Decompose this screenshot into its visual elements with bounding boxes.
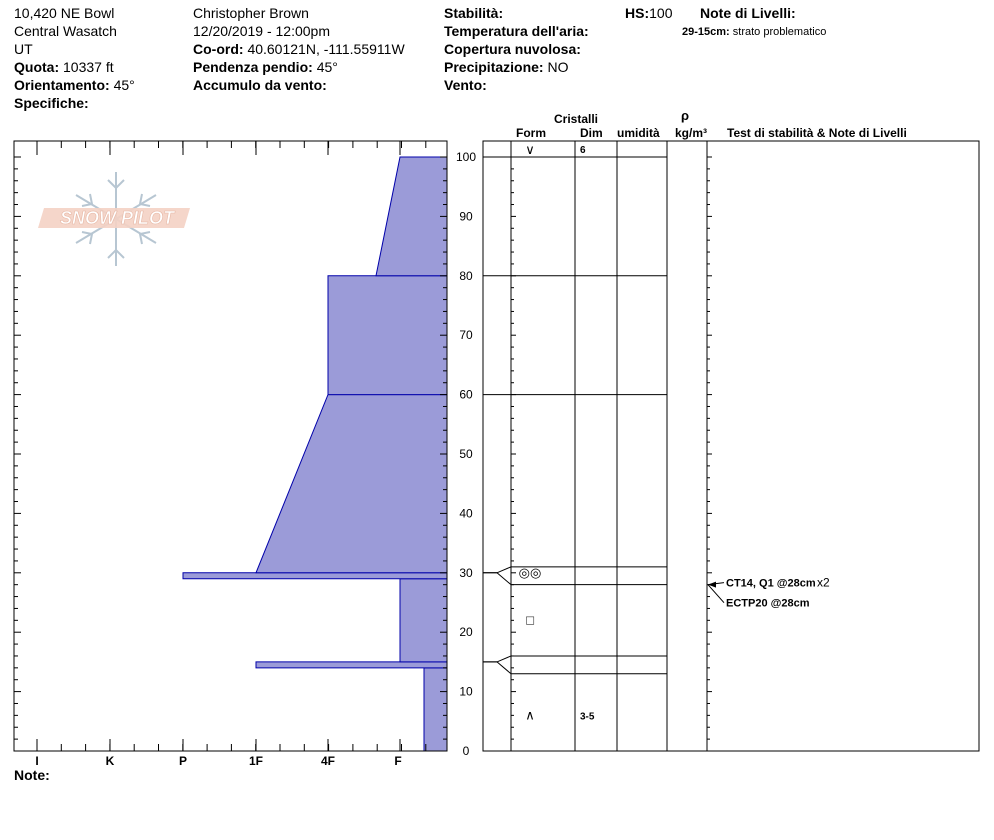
hardness-label-k: K [105,754,115,768]
y-tick-label: 40 [459,506,473,521]
elevation-label: Quota: [14,59,60,75]
mountain-range: Central Wasatch [14,23,117,39]
y-tick-label: 30 [459,565,473,580]
hardness-layer [376,157,447,276]
slope-label: Pendenza pendio: [193,59,313,75]
y-tick-label: 0 [462,744,470,758]
hardness-layer [256,395,447,573]
hardness-layer [424,668,447,751]
aspect-value: 45° [113,77,135,93]
boundary-connector [483,662,511,674]
y-tick-label: 100 [455,150,477,164]
y-tick-label: 80 [459,268,473,283]
hardness-layer [400,579,447,662]
crystal-size: 3-5 [580,711,595,723]
location: 10,420 NE Bowl [14,5,115,21]
layer-notes-label: Note di Livelli: [700,5,796,21]
notes-label: Note: [14,767,50,783]
crystals-header: Cristalli [554,112,599,126]
tests-notes-header: Test di stabilità & Note di Livelli [727,126,907,140]
hardness-label-f: F [394,754,402,768]
state: UT [14,41,33,57]
hardness-plot [14,141,476,768]
observer: Christopher Brown [193,5,309,21]
slope-value: 45° [316,59,338,75]
wind-label: Vento: [444,77,487,93]
crystal-form: ∧ [525,707,535,723]
crystal-form: ◎◎ [518,564,542,580]
boundary-connector [483,656,511,662]
hs-value: 100 [649,5,673,21]
crystal-form: □ [526,612,534,628]
hardness-label-1f: 1F [248,754,264,768]
stability-tests-area [708,576,830,610]
stability-test-label: CT14, Q1 @28cm [726,577,816,590]
aspect-label: Orientamento: [14,77,110,93]
logo-text: SNOW PILOT [60,208,174,228]
hardness-label-4f: 4F [320,754,336,768]
y-tick-label: 10 [459,684,473,699]
crystal-form: ∨ [525,142,535,157]
boundary-connector [483,567,511,573]
precip-value: NO [547,59,569,75]
y-tick-label: 90 [459,209,473,224]
hardness-layer [183,573,447,579]
coord-value: 40.60121N, -111.55911W [247,41,405,57]
y-tick-label: 70 [459,328,473,343]
wind-loading-label: Accumulo da vento: [193,77,327,93]
y-tick-label: 20 [459,625,473,640]
density-unit-header: kg/m³ [675,126,708,140]
specifics-label: Specifiche: [14,95,89,111]
precip-label: Precipitazione: [444,59,544,75]
layers-frame [483,141,979,751]
cloud-cover-label: Copertura nuvolosa: [444,41,581,57]
stability-test-label: ECTP20 @28cm [726,597,810,610]
hardness-label-i: I [35,754,39,768]
hs-label: HS: [625,5,650,21]
coord-label: Co-ord: [193,41,244,57]
hardness-label-p: P [178,754,188,768]
hardness-layer [328,276,447,395]
elevation-value: 10337 ft [63,59,114,75]
layer-note-text: strato problematico [732,26,827,38]
stability-test-multiplier: x2 [817,575,830,590]
layers-table [483,141,979,751]
y-tick-label: 60 [459,387,473,402]
boundary-connector [483,573,511,585]
crystal-size: 6 [580,145,586,156]
stability-label: Stabilità: [444,5,504,21]
layer-note-range: 29-15cm: [682,26,730,38]
moisture-header: umidità [617,126,660,140]
y-tick-label: 50 [459,447,473,461]
hardness-layer [256,662,447,668]
air-temp-label: Temperatura dell'aria: [444,23,589,39]
form-header: Form [516,126,546,140]
rho-header: ρ [681,108,690,123]
datetime: 12/20/2019 - 12:00pm [193,23,330,39]
size-header: Dim [580,126,603,140]
